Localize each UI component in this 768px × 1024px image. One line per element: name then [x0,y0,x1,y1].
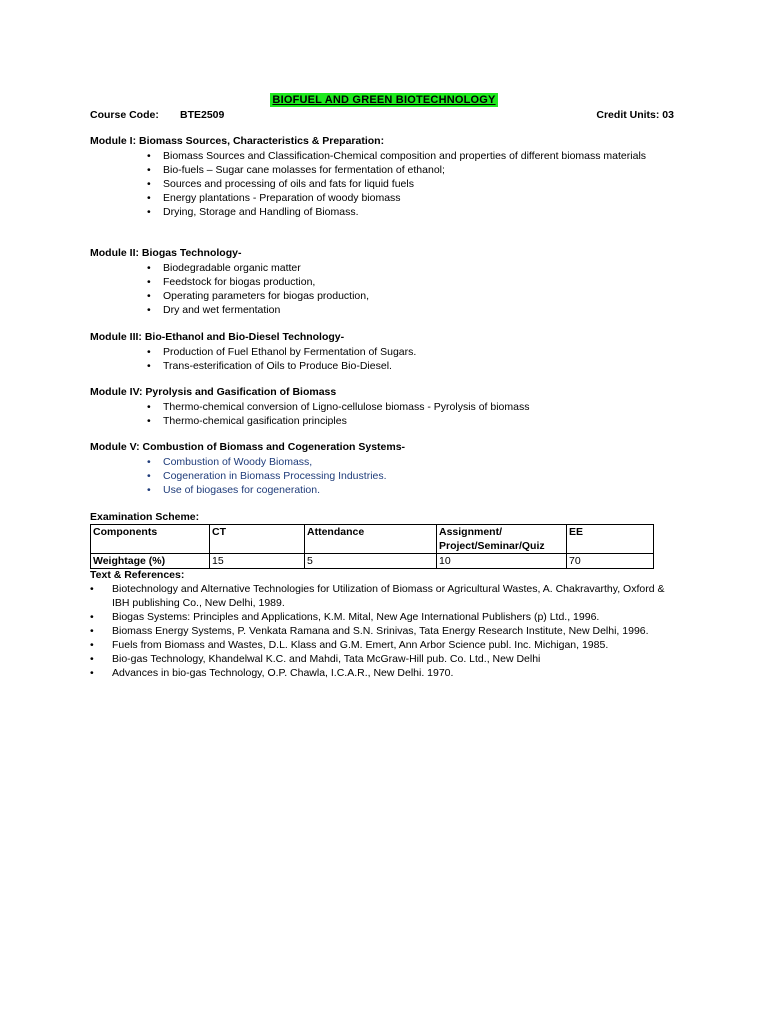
list-item: • Bio-fuels – Sugar cane molasses for fermentation of ethanol; [163,163,680,177]
module-title: Module I: Biomass Sources, Characteristics & Preparation: [90,135,385,147]
table-cell: Weightage (%) [91,554,210,569]
module-4 [90,385,680,428]
list-item: • Operating parameters for biogas production, [163,289,680,303]
module-title: Module II: Biogas Technology- [90,247,242,259]
table-cell: 5 [305,554,437,569]
table-cell: 10 [437,554,567,569]
list-item: • Biomass Sources and Classification-Chemical composition and properties of different biomass materials [163,149,680,163]
list-item: • Dry and wet fermentation [163,303,680,317]
list-item: • Biomass Energy Systems, P. Venkata Ramana and S.N. Srinivas, Tata Energy Research Institute, New Delhi, 1996. [112,624,678,638]
table-cell: 15 [210,554,305,569]
table-header-cell: Attendance [305,525,437,554]
module-2 [90,246,680,317]
module-title: Module III: Bio-Ethanol and Bio-Diesel Technology- [90,331,345,343]
module-item-list [90,149,680,219]
list-item: • Combustion of Woody Biomass, [163,455,680,469]
table-header-cell: Assignment/ Project/Seminar/Quiz [437,525,567,554]
module-3 [90,330,680,373]
module-title: Module IV: Pyrolysis and Gasification of Biomass [90,386,337,398]
list-item: • Trans-esterification of Oils to Produce Bio-Diesel. [163,359,680,373]
table-header-row [91,525,654,554]
reference-list [90,582,678,680]
exam-heading: Examination Scheme: [90,511,200,523]
module-item-list [90,345,680,373]
module-item-list [90,261,680,317]
list-item: • Drying, Storage and Handling of Biomass. [163,205,680,219]
references-heading: Text & References: [90,569,185,581]
title-wrap [0,93,768,107]
module-1 [90,134,680,219]
module-5 [90,440,680,497]
module-item-list [90,455,680,497]
document-title: BIOFUEL AND GREEN BIOTECHNOLOGY [272,94,496,106]
list-item: • Feedstock for biogas production, [163,275,680,289]
exam-table [90,524,654,569]
list-item: • Production of Fuel Ethanol by Fermentation of Sugars. [163,345,680,359]
list-item: • Cogeneration in Biomass Processing Industries. [163,469,680,483]
table-cell: 70 [567,554,654,569]
list-item: • Energy plantations - Preparation of woody biomass [163,191,680,205]
list-item: • Bio-gas Technology, Khandelwal K.C. and Mahdi, Tata McGraw-Hill pub. Co. Ltd., New Delhi [112,652,678,666]
list-item: • Use of biogases for cogeneration. [163,483,680,497]
list-item: • Biodegradable organic matter [163,261,680,275]
list-item: • Advances in bio-gas Technology, O.P. Chawla, I.C.A.R., New Delhi. 1970. [112,666,678,680]
course-code-label: Course Code: [90,109,159,121]
examination-scheme [90,510,654,569]
list-item: • Thermo-chemical gasification principles [163,414,680,428]
table-row [91,554,654,569]
references [90,568,678,680]
list-item: • Biogas Systems: Principles and Applications, K.M. Mital, New Age International Publishers (p) Ltd., 1996. [112,610,678,624]
module-title: Module V: Combustion of Biomass and Cogeneration Systems- [90,441,406,453]
table-header-cell: Components [91,525,210,554]
list-item: • Fuels from Biomass and Wastes, D.L. Klass and G.M. Emert, Ann Arbor Science publ. Inc. Michigan, 1985. [112,638,678,652]
course-code-value: BTE2509 [180,109,225,121]
table-header-cell: EE [567,525,654,554]
credit-units: Credit Units: 03 [596,109,674,121]
table-header-cell: CT [210,525,305,554]
list-item: • Biotechnology and Alternative Technologies for Utilization of Biomass or Agricultural Wastes, A. Chakravarthy, Oxford & IBH publishing Co., New Delhi, 1989. [112,582,678,610]
list-item: • Thermo-chemical conversion of Ligno-cellulose biomass - Pyrolysis of biomass [163,400,680,414]
course-info-row [90,108,674,122]
list-item: • Sources and processing of oils and fats for liquid fuels [163,177,680,191]
module-item-list [90,400,680,428]
